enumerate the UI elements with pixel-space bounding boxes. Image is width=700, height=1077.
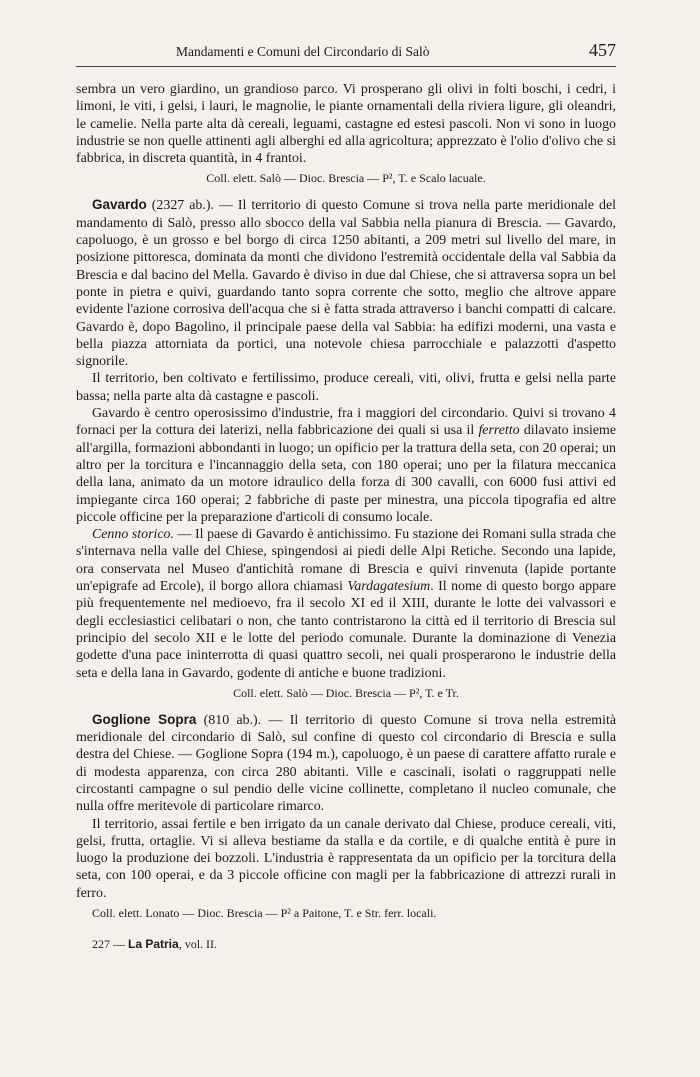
page	[76, 40, 616, 952]
intro-paragraph: sembra un vero giardino, un grandioso parco. Vi prosperano gli olivi in folti boschi, i cedri, i limoni, le viti, i gelsi, i lauri, le magnolie, le piante ornamentali della riviera ligure, gli oleandri, le camelie. Nella parte alta dà cereali, leguami, castagne ed estesi pascoli. Non vi sono in luogo industrie se non quelle attinenti agli alberghi ed alla agricoltura; apprezzato è l'olio d'olivo che si fabbrica, in discreta quantità, in 4 frantoi.	[76, 82, 616, 167]
page-footer: 227 — La Patria, vol. II.	[92, 937, 218, 952]
gavardo-paragraph-2: Il territorio, ben coltivato e fertilissimo, produce cereali, viti, olivi, frutta e gelsi nella parte bassa; nella parte alta dà castagne e pascoli.	[76, 371, 616, 404]
gavardo-paragraph-1: Gavardo (2327 ab.). — Il territorio di questo Comune si trova nella parte meridionale del mandamento di Salò, presso allo sbocco della val Sabbia nella pianura di Brescia. — Gavardo, capoluogo, è un grosso e bel borgo di circa 1250 abitanti, a 209 metri sul livello del mare, in posizione pittoresca, dominata da monti che dividono l'estremità occidentale della val Sabbia da Brescia e dal bacino del Mella. Gavardo è diviso in due dal Chiese, che si attraversa sopra un bel ponte in pietra e quivi, guardando tanto sopra corrente che sotto, meglio che altrove appare evidente l'azione corrosiva dell'acqua che si è fatta strada attraverso i banchi compatti di calcare. Gavardo è, dopo Bagolino, il principale paese della val Sabbia: ha edifizi moderni, una vasta e bella piazza attorniata da portici, una notevole chiesa parrocchiale e palazzotti d'aspetto signorile.	[76, 197, 616, 370]
running-title: Mandamenti e Comuni del Circondario di Salò	[176, 44, 430, 59]
gavardo-history-paragraph: Cenno storico. — Il paese di Gavardo è antichissimo. Fu stazione dei Romani sulla strada che s'internava nella valle del Chiese, spingendosi ai piedi delle Alpi Retiche. Secondo una lapide, ora conservata nel Museo d'antichità romane di Brescia e quivi rinvenuta (lapide portante un'epigrafe ad Ercole), il borgo allora chiamasi Vardagatesium. Il nome di questo borgo appare più frequentemente nel medioevo, fra il secolo XI ed il XIII, durante le lotte dei valvassori e degli ecclesiastici celibatari o non, che tanto contristarono la città ed il territorio di Brescia sul principio del secolo XII e le lotte del periodo comunale. Durante la dominazione di Venezia godette d'una pace ininterrotta di quasi quattro secoli, nei quali prosperarono le industrie della seta e della lana in Gavardo, godente di antiche e buone tradizioni.	[76, 527, 616, 681]
goglione-paragraph-1: Goglione Sopra (810 ab.). — Il territorio di questo Comune si trova nella estremità meridionale del circondario di Salò, sul confine di questo col circondario di Brescia e sulla destra del Chiese. — Goglione Sopra (194 m.), capoluogo, è un paese di carattere affatto rurale e di modesta apparenza, con circa 280 abitanti. Ville e cascinali, isolati o raggruppati nelle circostanti campagne o sul pendio delle vicine collinette, completano il nucleo comunale, che nulla offre meritevole di particolare rimarco.	[76, 711, 616, 815]
gavardo-collegio-line: Coll. elett. Salò — Dioc. Brescia — P², T. e Tr.	[233, 685, 459, 700]
page-header	[76, 40, 616, 67]
goglione-collegio-line: Coll. elett. Lonato — Dioc. Brescia — P² a Paitone, T. e Str. ferr. locali.	[92, 906, 437, 921]
gavardo-paragraph-3: Gavardo è centro operosissimo d'industrie, fra i maggiori del circondario. Quivi si trovano 4 fornaci per la cottura dei laterizi, nella fabbricazione dei quali si usa il ferretto dilavato insieme all'argilla, formazioni abbondanti in luogo; un opificio per la trattura della seta, con 20 operai; un altro per la torcitura e l'incannaggio della seta, con 180 operai; uno per la filatura meccanica della lana, animato da un motore idraulico della forza di 300 cavalli, con 6000 fusi attivi ed impiegante circa 160 operai; 2 fabbriche di paste per minestra, una piccola tipografia ed altre piccole officine per la preparazione d'articoli di consumo locale.	[76, 406, 616, 525]
gavardo-heading: Gavardo	[92, 197, 147, 213]
goglione-heading: Goglione Sopra	[92, 711, 197, 727]
page-number: 457	[589, 40, 616, 60]
intro-collegio-line: Coll. elett. Salò — Dioc. Brescia — P², T. e Scalo lacuale.	[206, 171, 486, 186]
goglione-paragraph-2: Il territorio, assai fertile e ben irrigato da un canale derivato dal Chiese, produce cereali, viti, gelsi, frutta, ortaglie. Vi si alleva bestiame da stalla e da cortile, e di qualche entità è pure in luogo la produzione dei bozzoli. L'industria è rappresentata da un opificio per la torcitura della seta, con 100 operai, e da 3 piccole officine con magli per la fabbricazione di attrezzi rurali in ferro.	[76, 816, 616, 901]
